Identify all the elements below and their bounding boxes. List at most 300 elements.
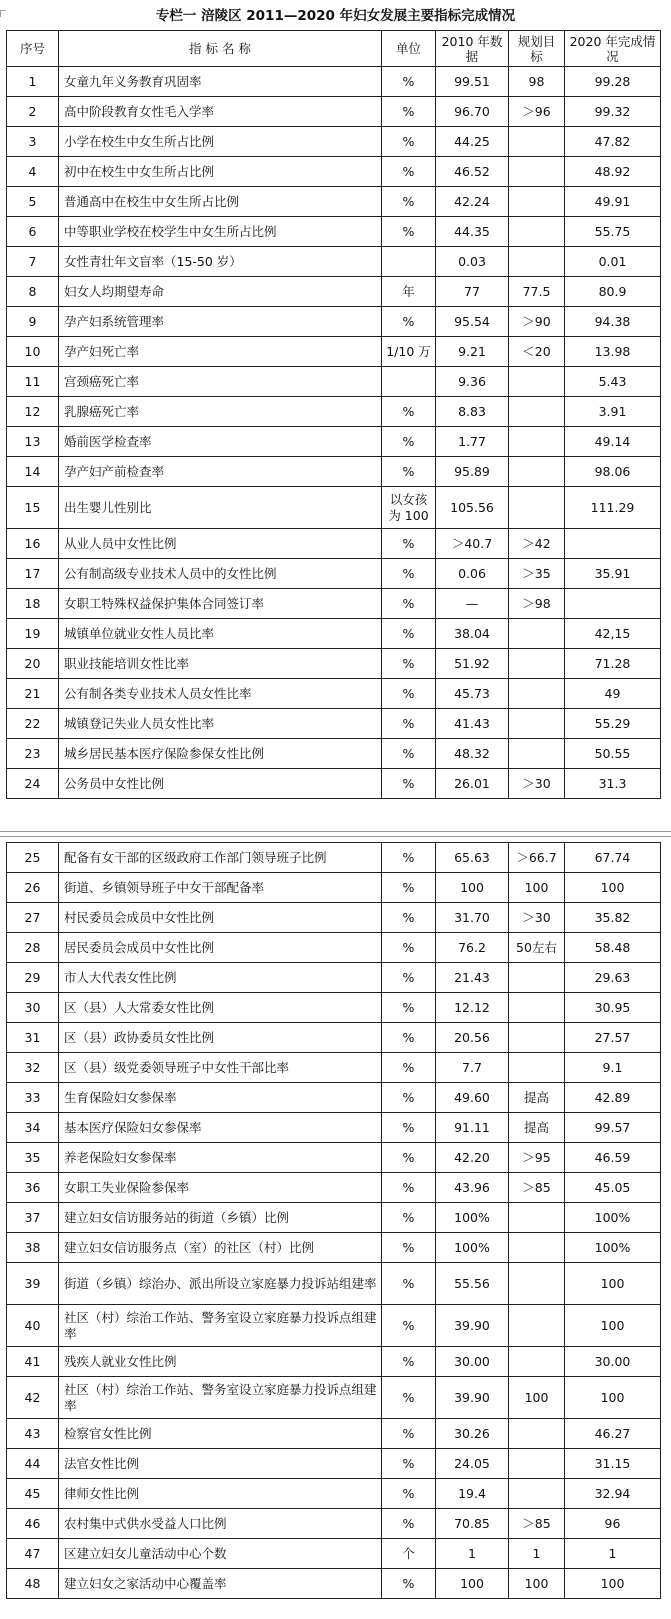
cell-unit: % — [382, 397, 436, 427]
cell-unit: % — [382, 619, 436, 649]
cell-no: 22 — [7, 709, 59, 739]
cell-name: 法官女性比例 — [59, 1449, 382, 1479]
cell-unit: 以女孩为 100 — [382, 487, 436, 529]
cell-plan — [509, 963, 565, 993]
cell-no: 2 — [7, 97, 59, 127]
cell-unit: % — [382, 963, 436, 993]
cell-v2010: 45.73 — [436, 679, 509, 709]
cell-v2020: 32.94 — [565, 1479, 661, 1509]
cell-name: 高中阶段教育女性毛入学率 — [59, 97, 382, 127]
cell-name: 律师女性比例 — [59, 1479, 382, 1509]
table-row — [7, 1539, 661, 1569]
cell-no: 6 — [7, 217, 59, 247]
table-row — [7, 187, 661, 217]
cell-plan — [509, 367, 565, 397]
cell-v2010: 100% — [436, 1233, 509, 1263]
cell-v2020: 48.92 — [565, 157, 661, 187]
table-row — [7, 1509, 661, 1539]
cell-plan — [509, 1233, 565, 1263]
cell-unit: % — [382, 769, 436, 799]
cell-v2020: 49.14 — [565, 427, 661, 457]
cell-v2010: 105.56 — [436, 487, 509, 529]
table-row — [7, 487, 661, 529]
cell-v2010: 0.06 — [436, 559, 509, 589]
cell-plan — [509, 247, 565, 277]
cell-v2010: 96.70 — [436, 97, 509, 127]
header-2010: 2010 年数据 — [436, 31, 509, 67]
cell-plan: 77.5 — [509, 277, 565, 307]
cell-v2010: 91.11 — [436, 1113, 509, 1143]
cell-name: 区（县）人大常委女性比例 — [59, 993, 382, 1023]
cell-plan: ＞85 — [509, 1173, 565, 1203]
table-row — [7, 1449, 661, 1479]
cell-plan — [509, 397, 565, 427]
table-row — [7, 307, 661, 337]
cell-unit: % — [382, 427, 436, 457]
cell-unit: % — [382, 1203, 436, 1233]
cell-name: 普通高中在校生中女生所占比例 — [59, 187, 382, 217]
cell-no: 33 — [7, 1083, 59, 1113]
cell-v2020: 58.48 — [565, 933, 661, 963]
table-row — [7, 903, 661, 933]
header-plan: 规划目标 — [509, 31, 565, 67]
cell-no: 35 — [7, 1143, 59, 1173]
cell-unit: % — [382, 1305, 436, 1347]
table-row — [7, 1377, 661, 1419]
cell-no: 30 — [7, 993, 59, 1023]
cell-plan: 50左右 — [509, 933, 565, 963]
table-row — [7, 1053, 661, 1083]
cell-unit: % — [382, 187, 436, 217]
cell-v2010: 70.85 — [436, 1509, 509, 1539]
cell-plan: ＞35 — [509, 559, 565, 589]
cell-no: 7 — [7, 247, 59, 277]
cell-v2020: 42.89 — [565, 1083, 661, 1113]
cell-v2010: 95.89 — [436, 457, 509, 487]
cell-name: 建立妇女信访服务点（室）的社区（村）比例 — [59, 1233, 382, 1263]
cell-plan — [509, 217, 565, 247]
cell-name: 中等职业学校在校学生中女生所占比例 — [59, 217, 382, 247]
cell-v2020: 3.91 — [565, 397, 661, 427]
cell-no: 1 — [7, 67, 59, 97]
indicator-table-part-2 — [6, 842, 661, 1599]
cell-unit: % — [382, 709, 436, 739]
cell-unit: % — [382, 739, 436, 769]
table-row — [7, 1347, 661, 1377]
cell-unit: % — [382, 589, 436, 619]
cell-plan — [509, 1479, 565, 1509]
cell-v2020: 9.1 — [565, 1053, 661, 1083]
cell-name: 初中在校生中女生所占比例 — [59, 157, 382, 187]
cell-unit: % — [382, 1449, 436, 1479]
cell-v2010: — — [436, 589, 509, 619]
cell-unit: 1/10 万 — [382, 337, 436, 367]
cell-no: 27 — [7, 903, 59, 933]
cell-name: 市人大代表女性比例 — [59, 963, 382, 993]
cell-plan — [509, 679, 565, 709]
cell-v2020: 1 — [565, 1539, 661, 1569]
cell-v2010: 20.56 — [436, 1023, 509, 1053]
cell-v2020: 96 — [565, 1509, 661, 1539]
cell-v2020: 29.63 — [565, 963, 661, 993]
cell-v2010: 76.2 — [436, 933, 509, 963]
cell-v2010: 100 — [436, 1569, 509, 1599]
cell-no: 11 — [7, 367, 59, 397]
table-row — [7, 559, 661, 589]
cell-v2010: 100% — [436, 1203, 509, 1233]
cell-v2020: 31.3 — [565, 769, 661, 799]
cell-v2010: 39.90 — [436, 1377, 509, 1419]
cell-v2010: 42.24 — [436, 187, 509, 217]
table-row — [7, 397, 661, 427]
cell-plan: 100 — [509, 873, 565, 903]
cell-no: 31 — [7, 1023, 59, 1053]
cell-plan: 98 — [509, 67, 565, 97]
cell-v2020: 46.59 — [565, 1143, 661, 1173]
cell-unit: % — [382, 559, 436, 589]
cell-unit: % — [382, 679, 436, 709]
cell-v2020: 71.28 — [565, 649, 661, 679]
cell-name: 女职工失业保险参保率 — [59, 1173, 382, 1203]
cell-v2010: 65.63 — [436, 843, 509, 873]
cell-plan: 100 — [509, 1569, 565, 1599]
cell-v2010: 21.43 — [436, 963, 509, 993]
table-row — [7, 247, 661, 277]
cell-v2010: 1.77 — [436, 427, 509, 457]
cell-v2020: 100 — [565, 1377, 661, 1419]
cell-name: 妇女人均期望寿命 — [59, 277, 382, 307]
table-row — [7, 1173, 661, 1203]
cell-unit: % — [382, 873, 436, 903]
cell-v2020: 99.57 — [565, 1113, 661, 1143]
cell-v2020: 30.00 — [565, 1347, 661, 1377]
cell-v2010: 24.05 — [436, 1449, 509, 1479]
cell-unit: % — [382, 903, 436, 933]
cell-plan — [509, 619, 565, 649]
cell-plan — [509, 1449, 565, 1479]
cell-plan — [509, 993, 565, 1023]
cell-name: 公务员中女性比例 — [59, 769, 382, 799]
cell-plan: ＜20 — [509, 337, 565, 367]
cell-plan: ＞98 — [509, 589, 565, 619]
cell-name: 养老保险妇女参保率 — [59, 1143, 382, 1173]
cell-v2020: 5.43 — [565, 367, 661, 397]
cell-v2020 — [565, 589, 661, 619]
cell-unit: % — [382, 67, 436, 97]
cell-no: 38 — [7, 1233, 59, 1263]
table-row — [7, 529, 661, 559]
cell-v2020: 27.57 — [565, 1023, 661, 1053]
table-row — [7, 217, 661, 247]
table-row — [7, 367, 661, 397]
cell-plan — [509, 739, 565, 769]
cell-plan — [509, 127, 565, 157]
cell-no: 8 — [7, 277, 59, 307]
cell-name: 区建立妇女儿童活动中心个数 — [59, 1539, 382, 1569]
cell-no: 18 — [7, 589, 59, 619]
cell-unit: % — [382, 1023, 436, 1053]
cell-plan: ＞85 — [509, 1509, 565, 1539]
cell-unit — [382, 247, 436, 277]
cell-unit: % — [382, 529, 436, 559]
cell-v2020: 80.9 — [565, 277, 661, 307]
cell-unit: % — [382, 993, 436, 1023]
cell-v2010: 30.00 — [436, 1347, 509, 1377]
cell-plan: 1 — [509, 1539, 565, 1569]
table-row — [7, 649, 661, 679]
cell-plan: 提高 — [509, 1113, 565, 1143]
cell-name: 城镇单位就业女性人员比率 — [59, 619, 382, 649]
cell-v2020: 100 — [565, 1305, 661, 1347]
cell-no: 34 — [7, 1113, 59, 1143]
cell-name: 小学在校生中女生所占比例 — [59, 127, 382, 157]
table-row — [7, 337, 661, 367]
cell-v2010: 44.25 — [436, 127, 509, 157]
table-row — [7, 843, 661, 873]
cell-v2020: 47.82 — [565, 127, 661, 157]
cell-no: 47 — [7, 1539, 59, 1569]
cell-v2010: 55.56 — [436, 1263, 509, 1305]
cell-v2020: 30.95 — [565, 993, 661, 1023]
cell-name: 女职工特殊权益保护集体合同签订率 — [59, 589, 382, 619]
table-row — [7, 1233, 661, 1263]
cell-no: 36 — [7, 1173, 59, 1203]
cell-unit — [382, 367, 436, 397]
cell-unit: % — [382, 1053, 436, 1083]
table-row — [7, 1083, 661, 1113]
cell-v2020: 42,15 — [565, 619, 661, 649]
cell-name: 婚前医学检查率 — [59, 427, 382, 457]
cell-v2020: 99.28 — [565, 67, 661, 97]
table-row — [7, 589, 661, 619]
table-row — [7, 1479, 661, 1509]
cell-v2020: 111.29 — [565, 487, 661, 529]
cell-unit: % — [382, 1509, 436, 1539]
cell-v2010: 31.70 — [436, 903, 509, 933]
cell-plan: ＞96 — [509, 97, 565, 127]
table-row — [7, 277, 661, 307]
header-name: 指 标 名 称 — [59, 31, 382, 67]
cell-name: 从业人员中女性比例 — [59, 529, 382, 559]
cell-v2020: 100 — [565, 873, 661, 903]
cell-unit: 个 — [382, 1539, 436, 1569]
cell-unit: % — [382, 97, 436, 127]
header-no: 序号 — [7, 31, 59, 67]
page-break-line — [0, 831, 671, 832]
cell-name: 检察官女性比例 — [59, 1419, 382, 1449]
cell-no: 17 — [7, 559, 59, 589]
cell-name: 乳腺癌死亡率 — [59, 397, 382, 427]
cell-v2010: 38.04 — [436, 619, 509, 649]
cell-unit: % — [382, 843, 436, 873]
cell-no: 13 — [7, 427, 59, 457]
cell-unit: % — [382, 1263, 436, 1305]
cell-v2010: 51.92 — [436, 649, 509, 679]
cell-plan: ＞90 — [509, 307, 565, 337]
cell-v2020: 67.74 — [565, 843, 661, 873]
table-body-1 — [7, 67, 661, 799]
cell-plan — [509, 1305, 565, 1347]
cell-unit: % — [382, 1569, 436, 1599]
cell-v2010: 43.96 — [436, 1173, 509, 1203]
page-title: 专栏一 涪陵区 2011—2020 年妇女发展主要指标完成情况 — [155, 8, 516, 24]
table-row — [7, 739, 661, 769]
table-row — [7, 1263, 661, 1305]
cell-no: 43 — [7, 1419, 59, 1449]
cell-v2010: 95.54 — [436, 307, 509, 337]
cell-plan: ＞30 — [509, 769, 565, 799]
cell-name: 建立妇女信访服务站的街道（乡镇）比例 — [59, 1203, 382, 1233]
cell-plan: ＞66.7 — [509, 843, 565, 873]
cell-name: 建立妇女之家活动中心覆盖率 — [59, 1569, 382, 1599]
cell-v2010: 30.26 — [436, 1419, 509, 1449]
cell-v2020: 50.55 — [565, 739, 661, 769]
cell-no: 32 — [7, 1053, 59, 1083]
table-row — [7, 709, 661, 739]
cell-name: 残疾人就业女性比例 — [59, 1347, 382, 1377]
cell-no: 23 — [7, 739, 59, 769]
table-row — [7, 679, 661, 709]
cell-no: 15 — [7, 487, 59, 529]
cell-v2010: 1 — [436, 1539, 509, 1569]
cell-name: 街道（乡镇）综治办、派出所设立家庭暴力投诉站组建率 — [59, 1263, 382, 1305]
cell-no: 45 — [7, 1479, 59, 1509]
cell-v2010: 99.51 — [436, 67, 509, 97]
cell-plan — [509, 157, 565, 187]
cell-unit: % — [382, 933, 436, 963]
cell-v2020: 45.05 — [565, 1173, 661, 1203]
table-row — [7, 127, 661, 157]
cell-unit: % — [382, 1479, 436, 1509]
cell-v2020: 100 — [565, 1569, 661, 1599]
table-row — [7, 1143, 661, 1173]
table-row — [7, 619, 661, 649]
cell-plan — [509, 1203, 565, 1233]
cell-v2010: 100 — [436, 873, 509, 903]
cell-plan — [509, 1419, 565, 1449]
cell-v2010: 8.83 — [436, 397, 509, 427]
cell-unit: % — [382, 1143, 436, 1173]
cell-v2020: 46.27 — [565, 1419, 661, 1449]
cell-name: 村民委员会成员中女性比例 — [59, 903, 382, 933]
cell-no: 40 — [7, 1305, 59, 1347]
table-row — [7, 933, 661, 963]
cell-plan — [509, 709, 565, 739]
cell-unit: % — [382, 127, 436, 157]
cell-v2020: 49.91 — [565, 187, 661, 217]
cell-v2020 — [565, 529, 661, 559]
cell-no: 21 — [7, 679, 59, 709]
cell-no: 14 — [7, 457, 59, 487]
cell-name: 区（县）政协委员女性比例 — [59, 1023, 382, 1053]
cell-v2010: 41.43 — [436, 709, 509, 739]
table-body-2 — [7, 843, 661, 1599]
table-row — [7, 1419, 661, 1449]
cell-v2010: 49.60 — [436, 1083, 509, 1113]
cell-name: 居民委员会成员中女性比例 — [59, 933, 382, 963]
cell-name: 孕产妇系统管理率 — [59, 307, 382, 337]
header-unit: 单位 — [382, 31, 436, 67]
cell-plan — [509, 427, 565, 457]
cell-name: 社区（村）综治工作站、警务室设立家庭暴力投诉点组建率 — [59, 1377, 382, 1419]
cell-unit: % — [382, 157, 436, 187]
cell-name: 出生婴儿性别比 — [59, 487, 382, 529]
cell-v2020: 100 — [565, 1263, 661, 1305]
cell-name: 城镇登记失业人员女性比率 — [59, 709, 382, 739]
table-row — [7, 993, 661, 1023]
table-row — [7, 1113, 661, 1143]
cell-no: 5 — [7, 187, 59, 217]
cell-v2010: 44.35 — [436, 217, 509, 247]
cell-v2020: 35.91 — [565, 559, 661, 589]
cell-no: 10 — [7, 337, 59, 367]
cell-v2020: 55.75 — [565, 217, 661, 247]
page-break-line — [0, 836, 671, 837]
cell-v2020: 13.98 — [565, 337, 661, 367]
table-row — [7, 427, 661, 457]
cell-unit: % — [382, 1083, 436, 1113]
cell-v2020: 98.06 — [565, 457, 661, 487]
cell-name: 社区（村）综治工作站、警务室设立家庭暴力投诉点组建率 — [59, 1305, 382, 1347]
table-row — [7, 873, 661, 903]
cell-unit: % — [382, 217, 436, 247]
cell-v2020: 31.15 — [565, 1449, 661, 1479]
cell-v2020: 49 — [565, 679, 661, 709]
cell-plan — [509, 1347, 565, 1377]
table-row — [7, 963, 661, 993]
cell-name: 公有制各类专业技术人员女性比率 — [59, 679, 382, 709]
cell-plan: ＞42 — [509, 529, 565, 559]
cell-plan: 提高 — [509, 1083, 565, 1113]
cell-unit: 年 — [382, 277, 436, 307]
cell-v2010: 12.12 — [436, 993, 509, 1023]
cell-v2010: 77 — [436, 277, 509, 307]
cell-name: 区（县）级党委领导班子中女性干部比率 — [59, 1053, 382, 1083]
table-row — [7, 67, 661, 97]
cell-no: 19 — [7, 619, 59, 649]
cell-no: 29 — [7, 963, 59, 993]
cell-no: 42 — [7, 1377, 59, 1419]
cell-no: 28 — [7, 933, 59, 963]
cell-plan — [509, 457, 565, 487]
table-row — [7, 769, 661, 799]
table-row — [7, 1569, 661, 1599]
cell-no: 48 — [7, 1569, 59, 1599]
cell-plan: 100 — [509, 1377, 565, 1419]
cell-v2010: 39.90 — [436, 1305, 509, 1347]
cell-plan — [509, 487, 565, 529]
cell-no: 4 — [7, 157, 59, 187]
cell-no: 25 — [7, 843, 59, 873]
cell-unit: % — [382, 1233, 436, 1263]
cell-unit: % — [382, 1419, 436, 1449]
cell-v2020: 94.38 — [565, 307, 661, 337]
cell-name: 女童九年义务教育巩固率 — [59, 67, 382, 97]
table-row — [7, 97, 661, 127]
cell-no: 46 — [7, 1509, 59, 1539]
cell-unit: % — [382, 307, 436, 337]
cell-v2010: 46.52 — [436, 157, 509, 187]
cell-name: 女性青壮年文盲率（15-50 岁） — [59, 247, 382, 277]
cell-no: 3 — [7, 127, 59, 157]
cell-v2020: 99.32 — [565, 97, 661, 127]
cell-plan: ＞95 — [509, 1143, 565, 1173]
cell-no: 12 — [7, 397, 59, 427]
header-2020: 2020 年完成情况 — [565, 31, 661, 67]
cell-v2010: 7.7 — [436, 1053, 509, 1083]
cell-no: 16 — [7, 529, 59, 559]
table-row — [7, 457, 661, 487]
